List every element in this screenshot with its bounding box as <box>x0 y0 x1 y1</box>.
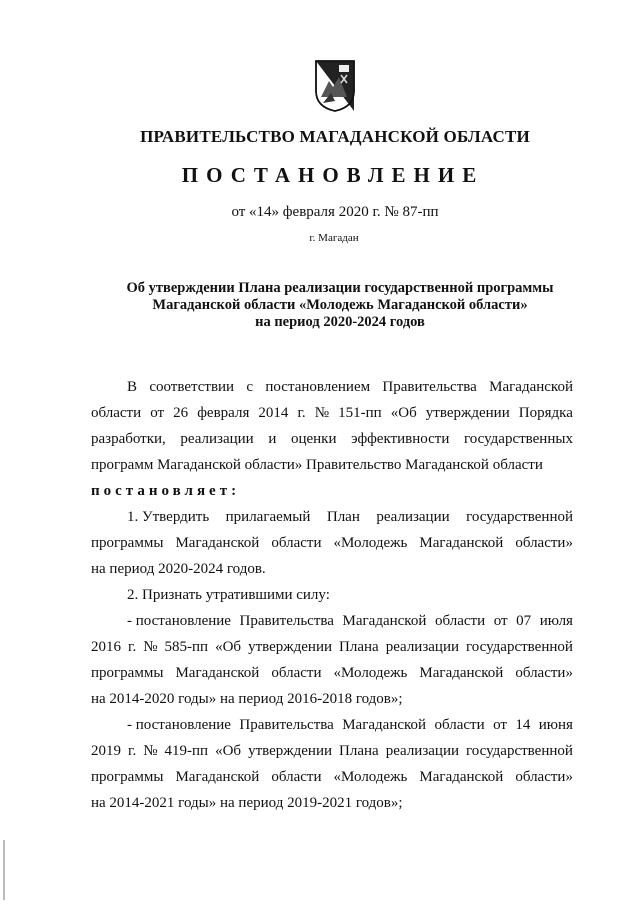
title-line-1: Об утверждении Плана реализации государственной программы <box>126 280 554 296</box>
paragraph-1-line-4: программ Магаданской области» Правительство Магаданской области <box>91 457 543 473</box>
word: «Молодежь <box>333 535 408 551</box>
decree-word: постановляет <box>91 483 232 499</box>
item-1-line-1 <box>91 504 573 530</box>
document-title <box>100 280 580 331</box>
document-body <box>91 374 573 816</box>
word: Магаданской <box>342 717 427 733</box>
word: г. <box>297 405 306 421</box>
word: программы <box>91 535 164 551</box>
word: июня <box>538 717 573 733</box>
word: План <box>326 509 360 525</box>
word: области» <box>515 769 573 785</box>
word: 151-пп <box>338 405 382 421</box>
word: области» <box>515 535 573 551</box>
word: области <box>271 535 322 551</box>
organization-name: ПРАВИТЕЛЬСТВО МАГАДАНСКОЙ ОБЛАСТИ <box>140 127 530 146</box>
word: Магаданской <box>419 769 504 785</box>
word: государственной <box>466 639 573 655</box>
word: № <box>314 405 330 421</box>
word: от <box>150 405 165 421</box>
city: г. Магадан <box>309 232 359 244</box>
word: 1. Утвердить <box>127 509 210 525</box>
item-2: 2. Признать утратившими силу: <box>127 587 330 603</box>
word: программы <box>91 769 164 785</box>
dash-2-line-2 <box>91 738 573 764</box>
word: реализации <box>385 639 459 655</box>
word: от <box>493 613 508 629</box>
word: от <box>493 717 507 733</box>
magadan-coat-of-arms-icon <box>313 57 357 113</box>
word: Магаданской <box>489 379 573 395</box>
word: Плана <box>339 743 379 759</box>
word: 585-пп <box>164 639 209 655</box>
word: Порядка <box>518 405 573 421</box>
word: Правительства <box>239 613 334 629</box>
word: государственных <box>463 431 573 447</box>
decree-line <box>91 478 573 504</box>
decree-colon: : <box>231 483 237 499</box>
dash-2-line-1 <box>91 712 573 738</box>
word: утверждении <box>248 639 333 655</box>
word: 14 <box>515 717 531 733</box>
word: № <box>143 743 158 759</box>
word: государственной <box>466 509 573 525</box>
title-line-2: Магаданской области «Молодежь Магаданской области» <box>152 297 528 313</box>
word: февраля <box>197 405 250 421</box>
word: Правительства <box>382 379 477 395</box>
word: оценки <box>290 431 337 447</box>
item-1-line-2 <box>91 530 573 556</box>
word: июля <box>539 613 573 629</box>
word: - постановление <box>127 717 231 733</box>
word: г. <box>128 743 137 759</box>
scan-margin-mark <box>3 840 5 900</box>
word: эффективности <box>351 431 450 447</box>
word: соответствии <box>149 379 235 395</box>
word: № <box>143 639 158 655</box>
word: Магаданской <box>419 535 504 551</box>
word: г. <box>128 639 137 655</box>
item-1-line-3: на период 2020-2024 годов. <box>91 561 266 577</box>
dash-1-line-2 <box>91 634 573 660</box>
word: 26 <box>173 405 189 421</box>
word: Магаданской <box>175 769 260 785</box>
word: с <box>246 379 254 395</box>
paragraph-1-line-1 <box>91 374 573 400</box>
word: программы <box>91 665 164 681</box>
word: области <box>271 769 322 785</box>
word: «Молодежь <box>333 769 408 785</box>
paragraph-1-line-2 <box>91 400 573 426</box>
word: «Об <box>390 405 417 421</box>
dash-2-line-4: на 2014-2021 годы» на период 2019-2021 годов»; <box>91 795 403 811</box>
word: области <box>271 665 322 681</box>
word: В <box>127 379 138 395</box>
word: области <box>91 405 142 421</box>
word: области» <box>515 665 573 681</box>
word: Магаданской <box>342 613 427 629</box>
word: реализации <box>180 431 254 447</box>
word: Правительства <box>239 717 334 733</box>
word: «Молодежь <box>333 665 408 681</box>
title-line-3: на период 2020-2024 годов <box>255 314 425 330</box>
dash-1-line-3 <box>91 660 573 686</box>
word: 2019 <box>91 743 121 759</box>
word: разработки, <box>91 431 166 447</box>
word: 2014 <box>258 405 289 421</box>
word: и <box>268 431 277 447</box>
date-and-number: от «14» февраля 2020 г. № 87-пп <box>231 204 439 220</box>
word: 419-пп <box>164 743 209 759</box>
word: 07 <box>516 613 532 629</box>
word: Магаданской <box>419 665 504 681</box>
dash-1-line-4: на 2014-2020 годы» на период 2016-2018 годов»; <box>91 691 403 707</box>
word: области <box>434 613 486 629</box>
word: Магаданской <box>175 665 260 681</box>
word: Магаданской <box>175 535 260 551</box>
document-type: ПОСТАНОВЛЕНИЕ <box>181 163 485 187</box>
word: государственной <box>466 743 573 759</box>
dash-1-line-1 <box>91 608 573 634</box>
word: постановлением <box>265 379 371 395</box>
word: области <box>434 717 485 733</box>
word: прилагаемый <box>225 509 311 525</box>
word: «Об <box>215 743 242 759</box>
word: «Об <box>215 639 242 655</box>
word: утверждении <box>425 405 510 421</box>
word: реализации <box>376 509 450 525</box>
word: реализации <box>385 743 459 759</box>
word: утверждении <box>248 743 333 759</box>
word: 2016 <box>91 639 121 655</box>
paragraph-1-line-3 <box>91 426 573 452</box>
dash-2-line-3 <box>91 764 573 790</box>
word: Плана <box>339 639 379 655</box>
word: - постановление <box>127 613 231 629</box>
